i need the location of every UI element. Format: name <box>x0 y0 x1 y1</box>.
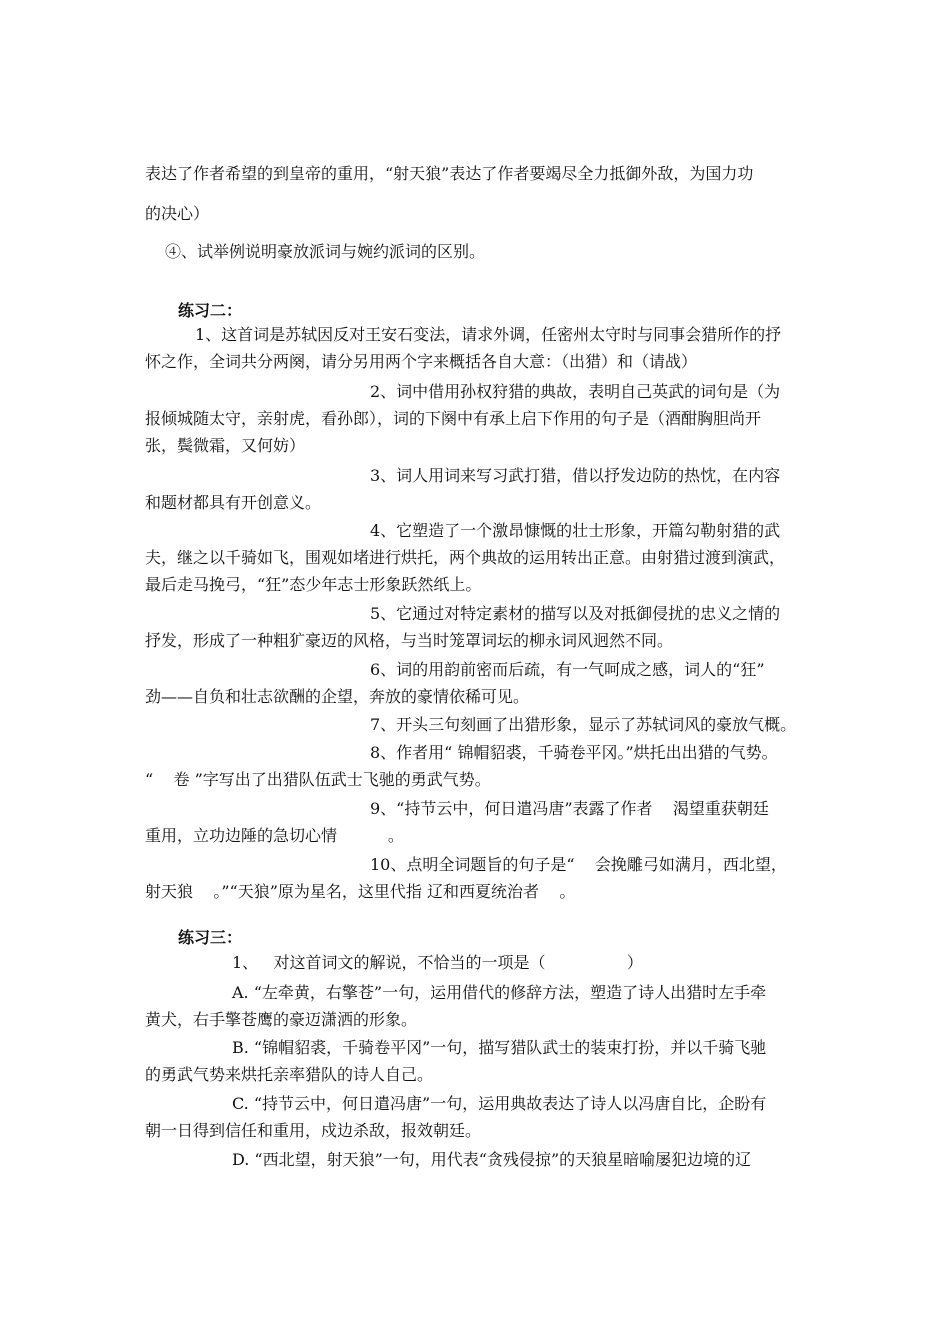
text-line: 射天狼 。”“天狼”原为星名，这里代指 辽和西夏统治者 。 <box>145 882 576 901</box>
text-line: 10、点明全词题旨的句子是“ 会挽雕弓如满月，西北望， <box>370 855 787 874</box>
text-line: 重用，立功边陲的急切心情 。 <box>145 826 404 845</box>
text-line: 6、词的用韵前密而后疏，有一气呵成之感，词人的“狂” <box>370 660 765 679</box>
text-line: 的勇武气势来烘托亲率猎队的诗人自己。 <box>145 1065 434 1084</box>
option-d: D. “西北望，射天狼”一句，用代表“贪残侵掠”的天狼星暗喻屡犯边境的辽 <box>232 1150 752 1169</box>
exercise-3-heading: 练习三： <box>178 928 243 947</box>
text-line: 3、词人用词来写习武打猎，借以抒发边防的热忱，在内容 <box>370 466 781 485</box>
text-line: “ 卷 ”字写出了出猎队伍武士飞驰的勇武气势。 <box>145 770 491 789</box>
option-c: C. “持节云中，何日遣冯唐”一句，运用典故表达了诗人以冯唐自比，企盼有 <box>232 1094 767 1113</box>
text-line: 报倾城随太守，亲射虎，看孙郎），词的下阕中有承上启下作用的句子是（酒酣胸胆尚开 <box>145 409 762 428</box>
text-line: 夫，继之以千骑如飞，围观如堵进行烘托，两个典故的运用转出正意。由射猎过渡到演武， <box>145 548 786 567</box>
question-4: ④、试举例说明豪放派词与婉约派词的区别。 <box>165 242 486 261</box>
text-line: 1、这首词是苏轼因反对王安石变法，请求外调，任密州太守时与同事会猎所作的抒 <box>195 325 782 344</box>
text-line: 7、开头三句刻画了出猎形象，显示了苏轼词风的豪放气概。 <box>370 715 797 734</box>
text-line: 和题材都具有开创意义。 <box>145 493 322 512</box>
text-line: 劲——自负和壮志欲酬的企望，奔放的豪情依稀可见。 <box>145 687 530 706</box>
text-line: 的决心） <box>145 204 210 223</box>
text-line: 张，鬓微霜，又何妨） <box>145 436 306 455</box>
text-line: 2、词中借用孙权狩猎的典故，表明自己英武的词句是（为 <box>370 382 781 401</box>
text-line: 怀之作，全词共分两阕，请分另用两个字来概括各自大意：（出猎）和（请战） <box>145 352 698 371</box>
text-line: 朝一日得到信任和重用，戍边杀敌，报效朝廷。 <box>145 1121 482 1140</box>
exercise-2-heading: 练习二： <box>178 301 243 320</box>
text-line: 5、它通过对特定素材的描写以及对抵御侵扰的忠义之情的 <box>370 604 781 623</box>
text-line: 抒发，形成了一种粗犷豪迈的风格，与当时笼罩词坛的柳永词风迥然不同。 <box>145 631 674 650</box>
text-line: 表达了作者希望的到皇帝的重用，“射天狼”表达了作者要竭尽全力抵御外敌，为国力功 <box>145 164 754 183</box>
text-line: 黄犬，右手擎苍鹰的豪迈潇洒的形象。 <box>145 1010 418 1029</box>
option-b: B. “锦帽貂裘，千骑卷平冈”一句，描写猎队武士的装束打扮，并以千骑飞驰 <box>232 1038 767 1057</box>
text-line: 8、作者用“ 锦帽貂裘，千骑卷平冈。”烘托出出猎的气势。 <box>370 743 778 762</box>
text-line: 9、“持节云中，何日遣冯唐”表露了作者 渴望重获朝廷 <box>370 799 769 818</box>
text-line: 4、它塑造了一个激昂慷慨的壮士形象，开篇勾勒射猎的武 <box>370 521 781 540</box>
option-a: A. “左牵黄，右擎苍”一句，运用借代的修辞方法，塑造了诗人出猎时左手牵 <box>232 983 767 1002</box>
question-text: 1、 对这首词文的解说，不恰当的一项是（ ） <box>232 953 643 972</box>
text-line: 最后走马挽弓，“狂”态少年志士形象跃然纸上。 <box>145 575 482 594</box>
